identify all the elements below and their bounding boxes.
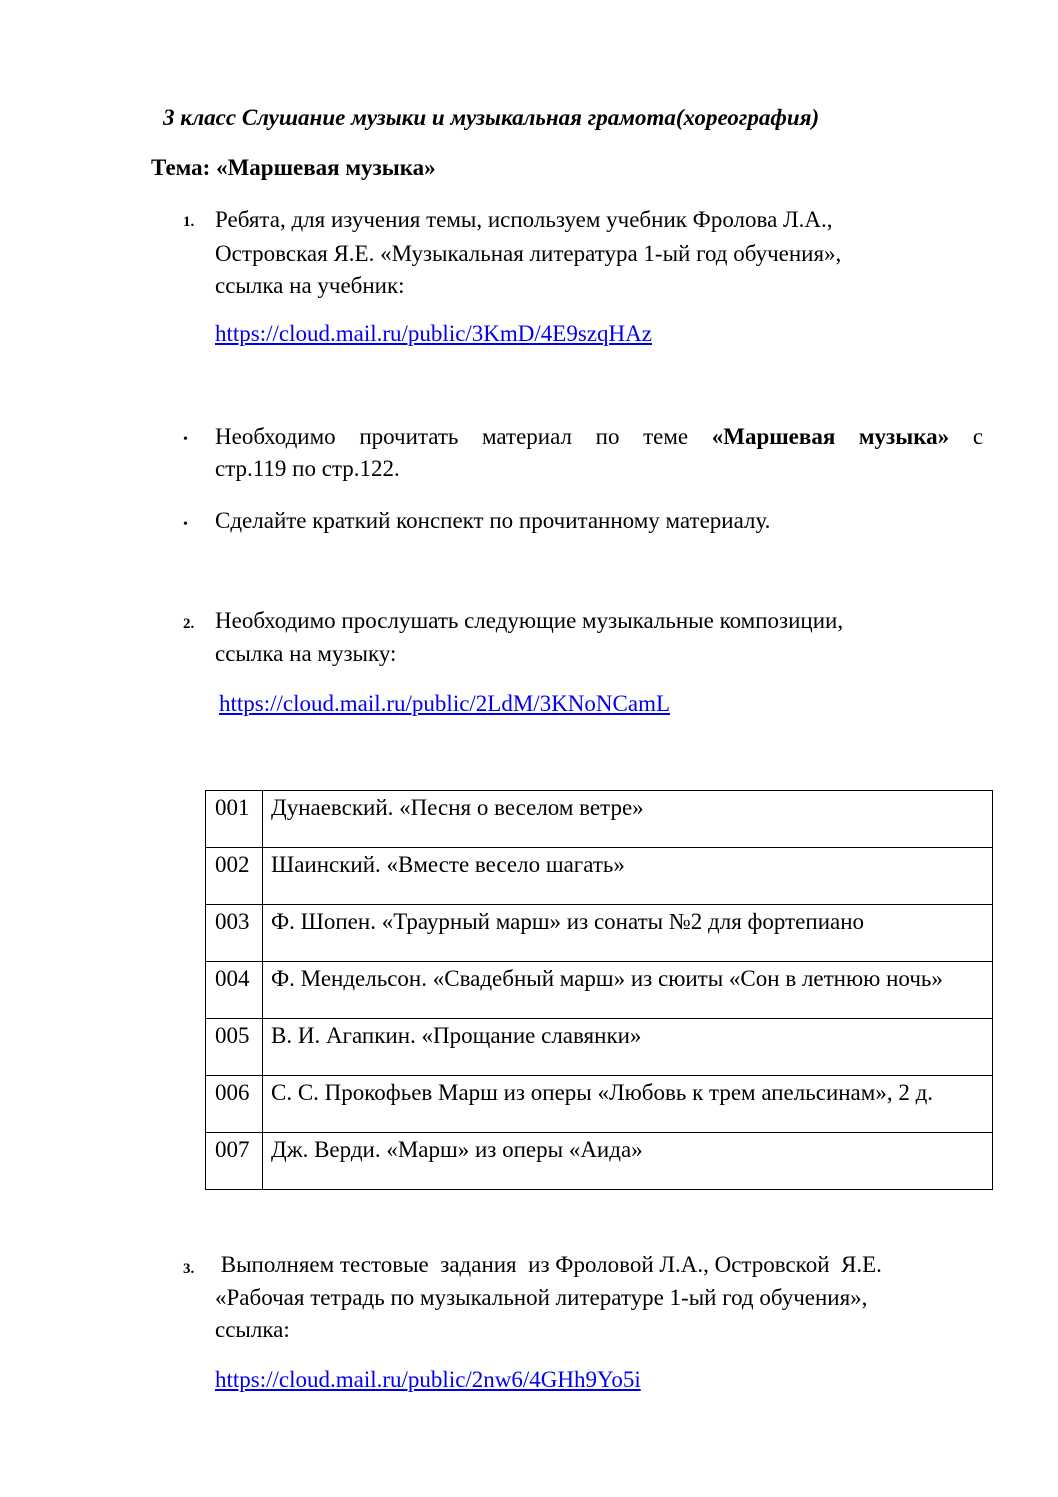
bullet-2-text: Сделайте краткий конспект по прочитанному материалу. (215, 508, 771, 533)
step-1-line-2: Островская Я.Е. «Музыкальная литература 1-ый год обучения», (215, 241, 842, 266)
bullet-1-word: материал (482, 424, 572, 449)
tracks-table (205, 790, 993, 1190)
step-2-line-1: Необходимо прослушать следующие музыкальные композиции, (215, 608, 844, 633)
track-number: 003 (206, 905, 263, 962)
step-3-line-3: ссылка: (215, 1317, 290, 1342)
step-3-marker: 3. (183, 1261, 195, 1277)
bullet-1-word: с (972, 424, 984, 449)
workbook-link[interactable]: https://cloud.mail.ru/public/2nw6/4GHh9Yo5i (215, 1367, 641, 1392)
step-1-line-1: Ребята, для изучения темы, используем учебник Фролова Л.А., (215, 207, 833, 232)
bullet-1-word: теме (643, 424, 689, 449)
step-1-line-3: ссылка на учебник: (215, 273, 405, 298)
topic-heading (151, 152, 436, 184)
music-link[interactable]: https://cloud.mail.ru/public/2LdM/3KNoNCamL (219, 691, 671, 716)
track-title: Шаинский. «Вместе весело шагать» (263, 848, 993, 905)
bullet-2-marker: • (183, 517, 188, 532)
topic-name: «Маршевая музыка» (216, 155, 436, 180)
topic-prefix: Тема: (151, 155, 217, 180)
track-number: 001 (206, 791, 263, 848)
step-3-line-2: «Рабочая тетрадь по музыкальной литературе 1-ый год обучения», (215, 1285, 868, 1310)
table-row (206, 905, 993, 962)
bullet-1-marker: • (183, 432, 188, 447)
track-title: Ф. Мендельсон. «Свадебный марш» из сюиты «Сон в летнюю ночь» (263, 962, 993, 1019)
track-number: 007 (206, 1133, 263, 1190)
document-title: 3 класс Слушание музыки и музыкальная грамота(хореография) (163, 105, 820, 130)
table-row (206, 791, 993, 848)
bullet-1-word: Необходимо (215, 424, 336, 449)
table-row (206, 962, 993, 1019)
bullet-1-word: прочитать (359, 424, 459, 449)
table-row (206, 1019, 993, 1076)
table-row (206, 1133, 993, 1190)
bullet-1-word: по (595, 424, 620, 449)
step-3-line-1: Выполняем тестовые задания из Фроловой Л.А., Островской Я.Е. (215, 1252, 882, 1277)
track-title: С. С. Прокофьев Марш из оперы «Любовь к трем апельсинам», 2 д. (263, 1076, 993, 1133)
textbook-link[interactable]: https://cloud.mail.ru/public/3KmD/4E9szqHAz (215, 321, 652, 346)
table-row (206, 848, 993, 905)
track-number: 004 (206, 962, 263, 1019)
bullet-1-topic-name: «Маршевая музыка» (711, 424, 950, 449)
table-row (206, 1076, 993, 1133)
bullet-1-line-1 (215, 421, 983, 453)
step-1-marker: 1. (183, 214, 195, 230)
step-2-marker: 2. (183, 616, 195, 632)
track-number: 002 (206, 848, 263, 905)
track-number: 006 (206, 1076, 263, 1133)
track-number: 005 (206, 1019, 263, 1076)
track-title: Дунаевский. «Песня о веселом ветре» (263, 791, 993, 848)
track-title: Дж. Верди. «Марш» из оперы «Аида» (263, 1133, 993, 1190)
step-2-line-2: ссылка на музыку: (215, 641, 397, 666)
track-title: В. И. Агапкин. «Прощание славянки» (263, 1019, 993, 1076)
bullet-1-line-2: стр.119 по стр.122. (215, 456, 400, 481)
track-title: Ф. Шопен. «Траурный марш» из сонаты №2 для фортепиано (263, 905, 993, 962)
